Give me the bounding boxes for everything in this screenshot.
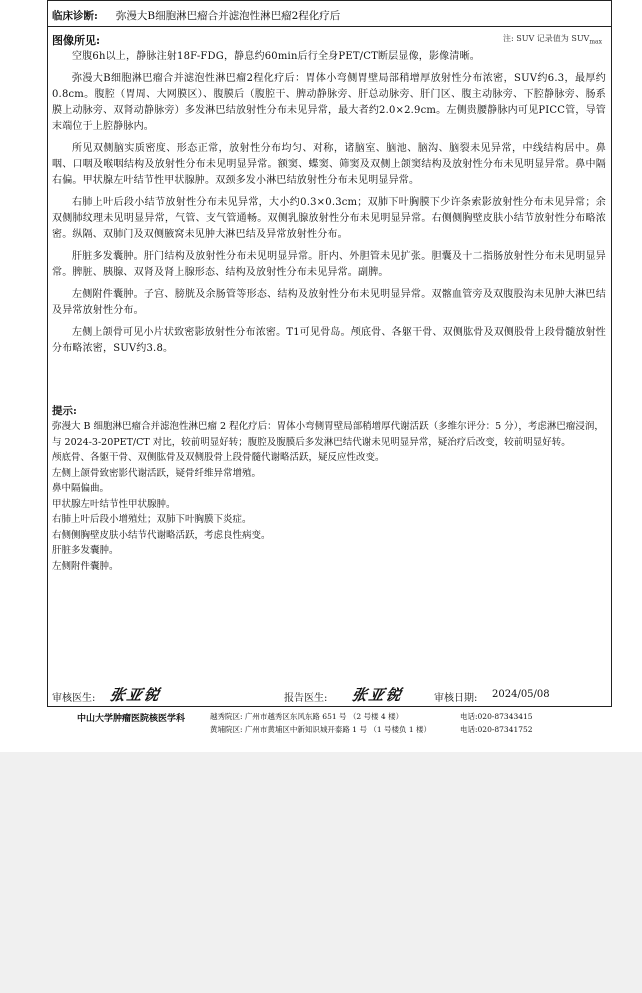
findings-paragraph: 肝脏多发囊肿。肝门结构及放射性分布未见明显异常。肝内、外胆管未见扩张。胆囊及十二指肠放射性分布未见明显异常。脾脏、胰腺、双肾及肾上腺形态、结构及放射性分布未见异常。副脾。 — [52, 251, 606, 278]
tips-title: 提示: — [52, 405, 77, 417]
signature-row — [52, 686, 608, 704]
findings-paragraph: 空腹6h以上，静脉注射18F-FDG，静息约60min后行全身PET/CT断层显像，影像清晰。 — [72, 51, 480, 62]
date-label: 审核日期: — [434, 693, 478, 704]
tip-line: 右侧侧胸壁皮肤小结节代谢略活跃，考虑良性病变。 — [52, 529, 271, 541]
hospital-name: 中山大学肿瘤医院核医学科 — [77, 714, 186, 724]
reviewer-signature: 张亚锐 — [107, 686, 163, 704]
suv-note-text: 注: SUV 记录值为 SUV — [503, 34, 590, 43]
tip-line: 左侧上颌骨致密影代谢活跃，疑骨纤维异常增殖。 — [52, 467, 262, 479]
reporter-label: 报告医生: — [284, 693, 328, 704]
divider-line — [47, 26, 611, 27]
tip-line: 左侧附件囊肿。 — [52, 560, 119, 572]
findings-paragraph: 右肺上叶后段小结节放射性分布未见异常，大小约0.3×0.3cm；双肺下叶胸膜下少许条索影放射性分布未见异常；余双侧肺纹理未见明显异常，气管、支气管通畅。双侧乳腺放射性分布未见明显异常。右侧侧胸壁皮肤小结节放射性分布略浓密。纵隔、双肺门及双侧腋窝未见肿大淋巴结及异常放射性分布。 — [52, 197, 606, 240]
tip-line: 鼻中隔偏曲。 — [52, 483, 110, 494]
phone-yuexiu: 电话:020-87343415 — [460, 712, 533, 721]
phone-huangpu: 电话:020-87341752 — [460, 725, 533, 734]
clinical-label: 临床诊断: — [52, 10, 98, 22]
suv-note — [503, 33, 602, 46]
clinical-value: 弥漫大B细胞淋巴瘤合并滤泡性淋巴瘤2程化疗后 — [115, 10, 341, 22]
tip-line: 弥漫大 B 细胞淋巴瘤合并滤泡性淋巴瘤 2 程化疗后：胃体小弯侧胃壁局部稍增厚代谢活跃（多维尔评分：5 分），考虑淋巴瘤浸润，与 2024-3-20PET/CT 对比，较前明显好转；腹腔及腹膜后多发淋巴结代谢未见明显异常，疑治疗后改变，较前明显好转。 — [52, 421, 604, 448]
tips-body — [52, 419, 604, 574]
suv-note-sub: max — [589, 38, 602, 46]
reviewer-label: 审核医生: — [52, 693, 96, 704]
footer-divider — [47, 706, 611, 707]
tip-line: 颅底骨、各躯干骨、双侧肱骨及双侧股骨上段骨髓代谢略活跃，疑反应性改变。 — [52, 452, 385, 463]
tip-line: 甲状腺左叶结节性甲状腺肿。 — [52, 498, 176, 510]
reporter-signature: 张亚锐 — [349, 686, 405, 704]
findings-paragraph: 所见双侧脑实质密度、形态正常，放射性分布均匀、对称，诸脑室、脑池、脑沟、脑裂未见异常，中线结构居中。鼻咽、口咽及喉咽结构及放射性分布未见明显异常。额窦、蝶窦、筛窦及双侧上颌窦结构及放射性分布未见明显异常。鼻中隔右偏。甲状腺左叶结节性甲状腺肿。双颈多发小淋巴结放射性分布未见明显异常。 — [52, 143, 606, 186]
findings-title: 图像所见: — [52, 34, 101, 47]
right-border — [611, 0, 612, 707]
address-huangpu: 黄埔院区: 广州市黄埔区中新知识城开泰路 1 号 （1 号楼负 1 楼） — [210, 725, 432, 734]
findings-paragraph: 左侧附件囊肿。子宫、膀胱及余肠管等形态、结构及放射性分布未见明显异常。双髂血管旁及双腹股沟未见肿大淋巴结及异常放射性分布。 — [52, 289, 606, 316]
findings-paragraph: 左侧上颌骨可见小片状致密影放射性分布浓密。T1可见骨岛。颅底骨、各躯干骨、双侧肱骨及双侧股骨上段骨髓放射性分布略浓密，SUV约3.8。 — [52, 327, 606, 354]
top-border — [47, 0, 611, 1]
date-value: 2024/05/08 — [492, 689, 550, 700]
tip-line: 肝脏多发囊肿。 — [52, 545, 119, 556]
address-yuexiu: 越秀院区: 广州市越秀区东风东路 651 号 （2 号楼 4 楼） — [210, 712, 404, 721]
findings-body — [52, 49, 606, 363]
report-footer — [52, 708, 608, 738]
left-border — [47, 0, 48, 707]
tip-line: 右肺上叶后段小增殖灶；双肺下叶胸膜下炎症。 — [52, 514, 252, 525]
clinical-diagnosis — [52, 8, 340, 23]
findings-paragraph: 弥漫大B细胞淋巴瘤合并滤泡性淋巴瘤2程化疗后：胃体小弯侧胃壁局部稍增厚放射性分布浓密，SUV约6.3，最厚约0.8cm。腹腔（胃周、大网膜区）、腹膜后（腹腔干、脾动静脉旁、肝总动脉旁、肝门区、腹主动脉旁、下腔静脉旁、肠系膜上动脉旁、双肾动静脉旁）多发淋巴结放射性分布未见异常，最大者约2.0×2.9cm。左侧贵腰静脉内可见PICC管，导管末端位于上腔静脉内。 — [52, 73, 606, 132]
